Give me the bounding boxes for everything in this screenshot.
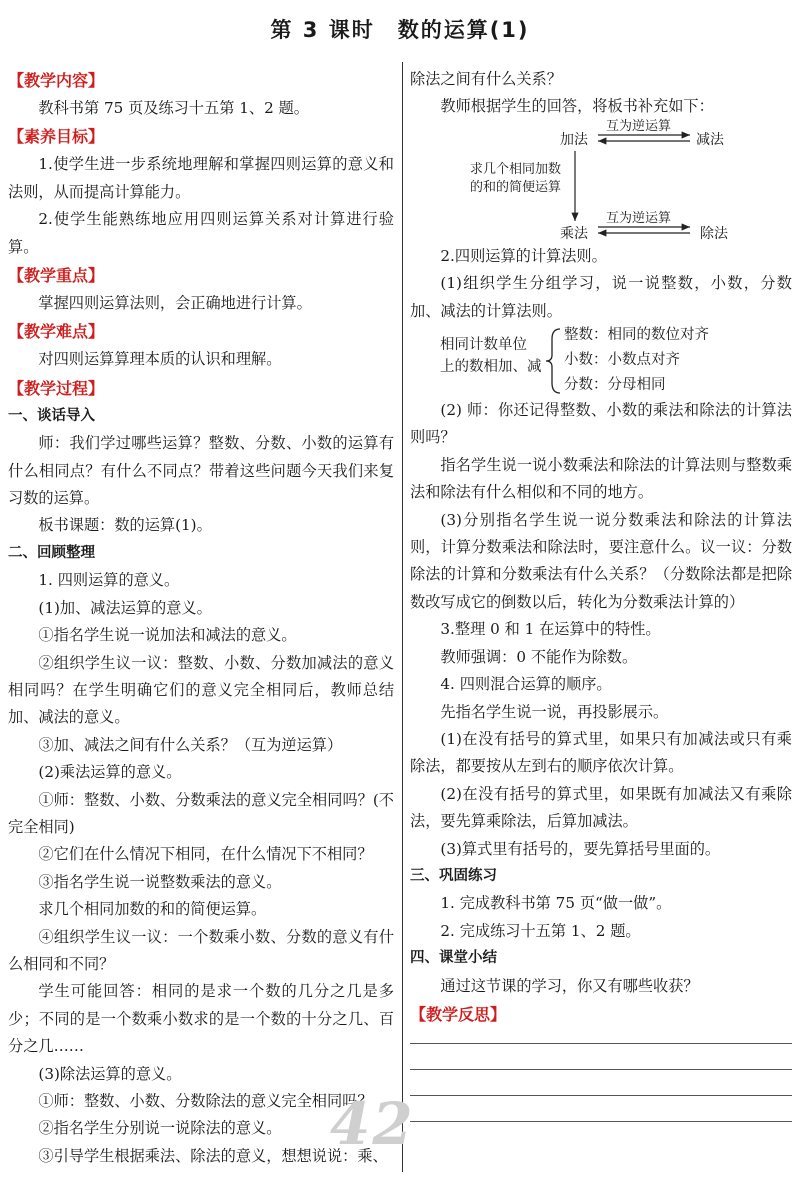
diagram-arrows (410, 121, 792, 243)
bracket-left-1: 相同计数单位 (440, 337, 527, 354)
paragraph: ②指名学生分别说一说除法的意义。 (38, 1119, 282, 1138)
label-inverse-top: 互为逆运算 (606, 118, 672, 134)
subheading-intro: 一、谈话导入 (8, 407, 95, 424)
paragraph: ②组织学生议一议：整数、小数、分数加减法的意义相同吗？在学生明确它们的意义完全相同后，教师总结加、减法的意义。 (8, 653, 394, 727)
column-divider (402, 62, 403, 1172)
paragraph: (1)在没有括号的算式里，如果只有加减法或只有乘除法，都要按从左到右的顺序依次计算。 (410, 729, 792, 776)
label-addition: 加法 (560, 131, 588, 148)
bracket-item-decimal: 小数：小数点对齐 (564, 352, 680, 369)
subheading-summary: 四、课堂小结 (410, 950, 497, 967)
writing-line (410, 1069, 792, 1070)
page-number: 42 (330, 1090, 415, 1158)
paragraph: ②它们在什么情况下相同，在什么情况下不相同？ (38, 845, 373, 864)
paragraph: (3)除法运算的意义。 (38, 1064, 182, 1083)
section-heading-key: 【教学重点】 (8, 266, 105, 286)
paragraph: ①师：整数、小数、分数除法的意义完全相同吗？ (38, 1092, 373, 1110)
key-text: 掌握四则运算法则，会正确地进行计算。 (38, 294, 312, 313)
left-column (8, 66, 394, 1170)
paragraph: (2)在没有括号的算式里，如果既有加减法又有乘除法，要先算乘除法，后算加减法。 (410, 784, 792, 831)
paragraph: 2.四则运算的计算法则。 (440, 246, 607, 265)
paragraph: (2) 师：你还记得整数、小数的乘法和除法的计算法则吗？ (410, 401, 792, 447)
operation-relation-diagram (410, 118, 792, 243)
paragraph: 求几个相同加数的和的简便运算。 (38, 900, 267, 919)
bracket-item-integer: 整数：相同的数位对齐 (564, 327, 709, 344)
writing-line (410, 1095, 792, 1096)
label-multiplication: 乘法 (560, 225, 588, 242)
label-division: 除法 (700, 225, 728, 242)
paragraph: 学生可能回答：相同的是求一个数的几分之几是多少；不同的是一个数乘小数求的是一个数的十分之几、百分之几…… (8, 982, 394, 1056)
goal-2: 2.使学生能熟练地应用四则运算关系对计算进行验算。 (8, 210, 394, 256)
section-heading-difficulty: 【教学难点】 (8, 322, 105, 342)
paragraph: 教师根据学生的回答，将板书补充如下： (440, 97, 714, 116)
section-heading-reflection: 【教学反思】 (410, 1004, 507, 1024)
paragraph: (1)加、减法运算的意义。 (38, 598, 212, 617)
page-title: 第 3 课时 数的运算(1) (270, 18, 530, 42)
brace-icon (544, 325, 564, 397)
right-column (410, 66, 792, 1147)
paragraph: (3)分别指名学生说一说分数乘法和除法的计算法则，计算分数乘法和除法时，要注意什么。议一议：分数除法的计算和分数乘法有什么关系？（分数除法都是把除数改写成它的倒数以后，转化为分数乘法计算的） (410, 510, 792, 611)
paragraph: 通过这节课的学习，你又有哪些收获？ (440, 976, 699, 995)
subheading-review: 二、回顾整理 (8, 544, 95, 561)
paragraph: 除法之间有什么关系？ (410, 70, 562, 88)
section-heading-goals: 【素养目标】 (8, 127, 105, 147)
paragraph: 板书课题：数的运算(1)。 (38, 516, 212, 535)
paragraph: 4. 四则混合运算的顺序。 (440, 675, 612, 694)
section-heading-content: 【教学内容】 (8, 71, 105, 90)
addition-rule-bracket (410, 325, 792, 397)
paragraph: (2)乘法运算的意义。 (38, 763, 182, 782)
paragraph: 2. 完成练习十五第 1、2 题。 (440, 921, 641, 940)
paragraph: ③引导学生根据乘法、除法的意义，想想说说：乘、 (38, 1146, 388, 1165)
paragraph: 师：我们学过哪些运算？整数、分数、小数的运算有什么相同点？有什么不同点？带着这些问题今天我们来复习数的运算。 (8, 434, 394, 508)
paragraph: 教师强调：0 不能作为除数。 (440, 647, 638, 666)
content-text: 教科书第 75 页及练习十五第 1、2 题。 (38, 99, 309, 117)
paragraph: (1)组织学生分组学习，说一说整数，小数，分数加、减法的计算法则。 (410, 274, 792, 320)
subheading-practice: 三、巩固练习 (410, 867, 497, 884)
difficulty-text: 对四则运算算理本质的认识和理解。 (38, 350, 282, 369)
paragraph: ①师：整数、小数、分数乘法的意义完全相同吗？(不完全相同) (8, 790, 394, 836)
writing-line (410, 1043, 792, 1044)
writing-line (410, 1121, 792, 1122)
paragraph: ④组织学生议一议：一个数乘小数、分数的意义有什么相同和不同？ (8, 927, 394, 973)
goal-1: 1.使学生进一步系统地理解和掌握四则运算的意义和法则，从而提高计算能力。 (8, 155, 394, 201)
section-heading-process: 【教学过程】 (8, 378, 105, 398)
paragraph: 指名学生说一说小数乘法和除法的计算法则与整数乘法和除法有什么相似和不同的地方。 (410, 455, 792, 502)
paragraph: ③指名学生说一说整数乘法的意义。 (38, 872, 282, 891)
paragraph: 3.整理 0 和 1 在运算中的特性。 (440, 620, 661, 639)
label-subtraction: 减法 (696, 131, 724, 148)
reflection-lines (410, 1043, 792, 1122)
paragraph: (3)算式里有括号的，要先算括号里面的。 (440, 839, 721, 858)
paragraph: ①指名学生说一说加法和减法的意义。 (38, 626, 297, 645)
paragraph: 先指名学生说一说，再投影展示。 (440, 702, 669, 721)
label-inverse-bottom: 互为逆运算 (606, 210, 672, 226)
paragraph: 1. 完成教科书第 75 页“做一做”。 (440, 894, 672, 913)
bracket-item-fraction: 分数：分母相同 (564, 377, 666, 394)
label-side-2: 的和的简便运算 (470, 179, 562, 195)
paragraph: 1. 四则运算的意义。 (38, 571, 180, 590)
label-side-1: 求几个相同加数 (470, 161, 562, 177)
paragraph: ③加、减法之间有什么关系？（互为逆运算） (38, 735, 343, 754)
bracket-left-2: 上的数相加、减 (440, 359, 542, 376)
